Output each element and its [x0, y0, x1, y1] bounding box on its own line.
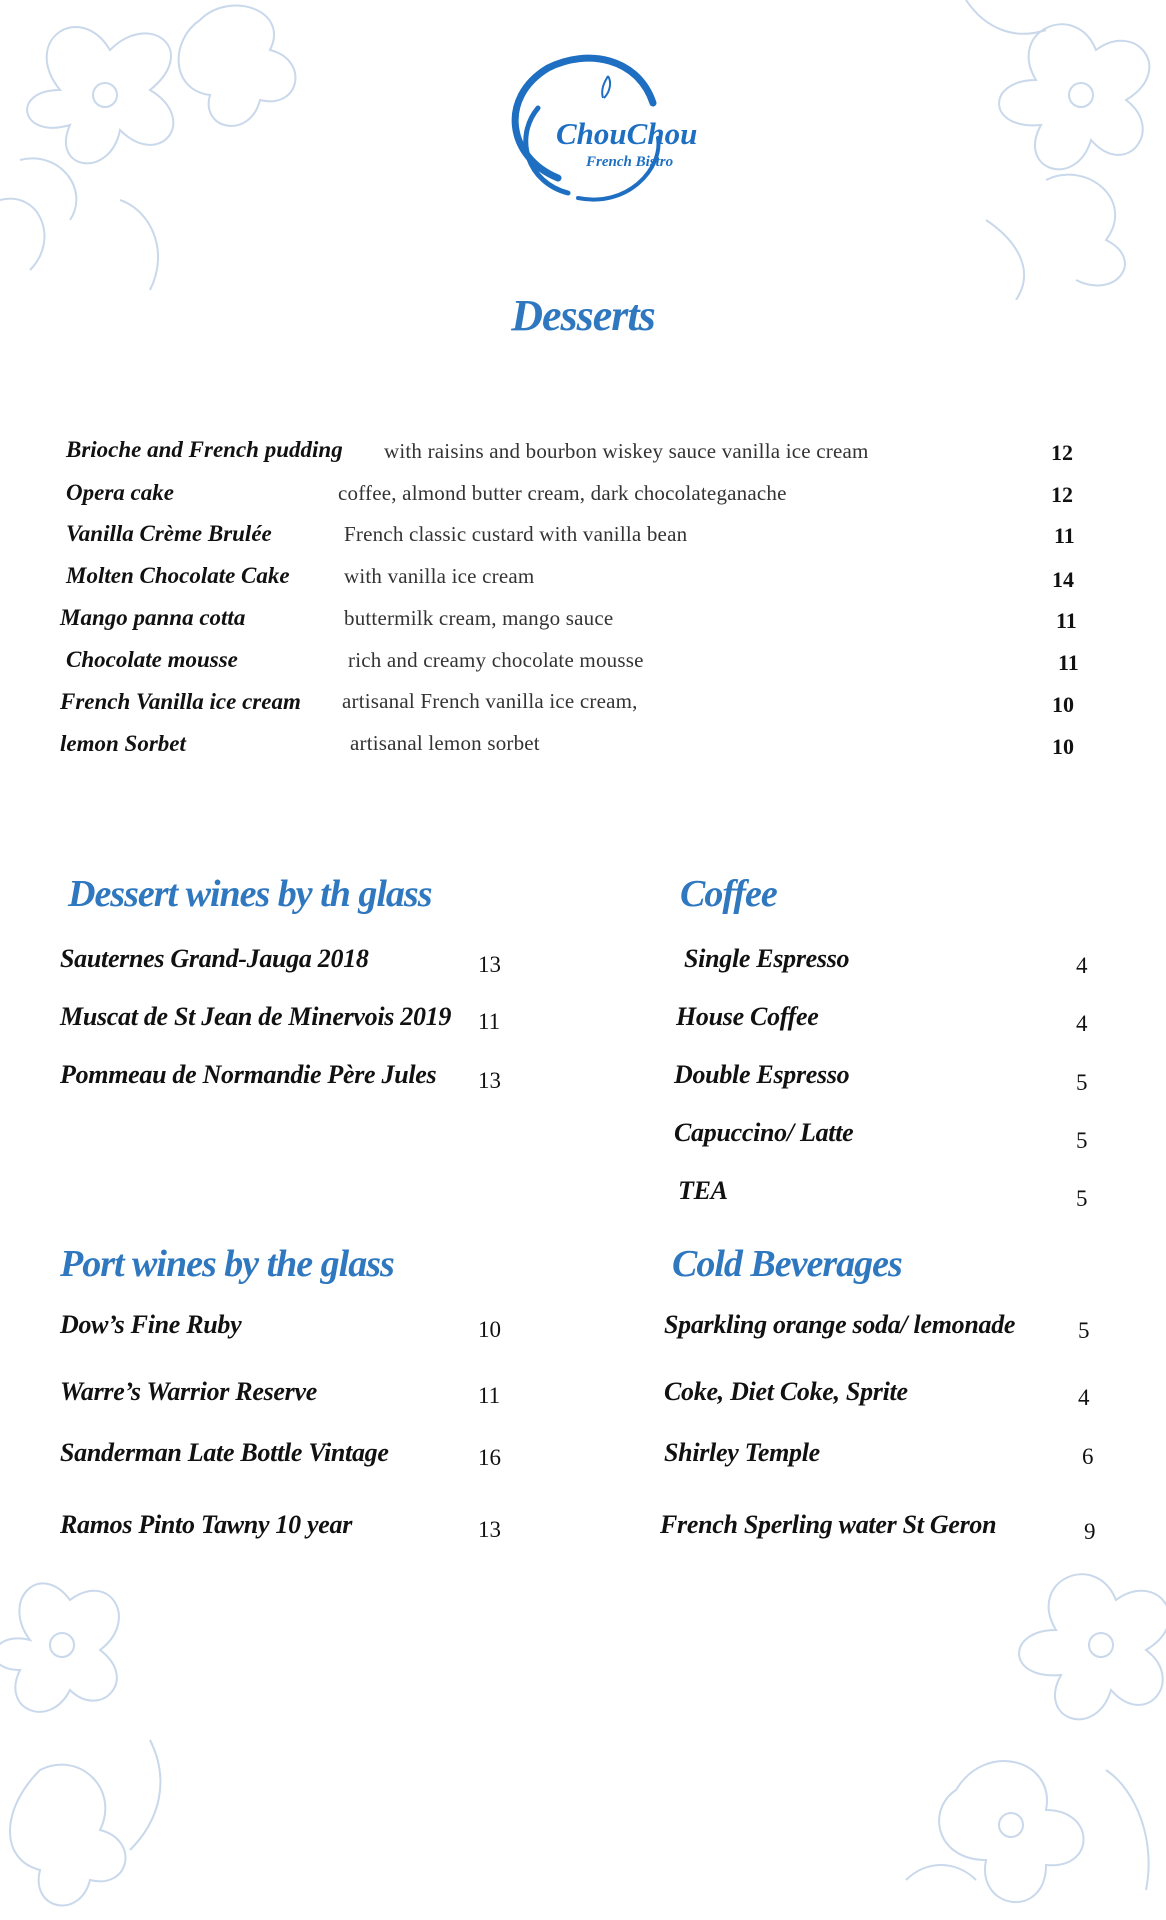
item-price: 16 — [478, 1445, 501, 1470]
dessert-name: lemon Sorbet — [60, 731, 186, 756]
item-price: 11 — [478, 1009, 501, 1034]
item-price: 13 — [478, 1517, 501, 1542]
flower-decoration-bottom-right — [866, 1520, 1166, 1920]
dessert-description: buttermilk cream, mango sauce — [344, 606, 614, 630]
dessert-description: artisanal French vanilla ice cream, — [342, 689, 638, 713]
item-name: Sanderman Late Bottle Vintage — [60, 1438, 389, 1467]
item-price: 13 — [478, 952, 501, 977]
dessert-description: artisanal lemon sorbet — [350, 731, 540, 755]
dessert-price: 11 — [1056, 608, 1077, 633]
item-name: Pommeau de Normandie Père Jules — [60, 1060, 437, 1089]
item-price: 5 — [1076, 1128, 1088, 1153]
item-name: Single Espresso — [684, 944, 850, 973]
dessert-price: 14 — [1052, 567, 1074, 592]
logo-name: ChouChou — [556, 116, 698, 151]
logo-subtitle: French Bistro — [586, 154, 674, 170]
item-price: 5 — [1078, 1318, 1090, 1343]
dessert-price: 11 — [1054, 523, 1075, 548]
item-name: Muscat de St Jean de Minervois 2019 — [60, 1002, 452, 1031]
dessert-wines-heading: Dessert wines by th glass — [68, 873, 432, 915]
dessert-description: French classic custard with vanilla bean — [344, 522, 688, 546]
dessert-description: coffee, almond butter cream, dark chocolateganache — [338, 481, 787, 505]
dessert-price: 10 — [1052, 692, 1074, 717]
item-price: 6 — [1082, 1444, 1094, 1469]
dessert-description: rich and creamy chocolate mousse — [348, 648, 644, 672]
port-wines-heading: Port wines by the glass — [60, 1243, 394, 1285]
dessert-price: 12 — [1051, 482, 1073, 507]
item-price: 4 — [1078, 1385, 1090, 1410]
item-name: Dow’s Fine Ruby — [60, 1310, 242, 1339]
item-price: 5 — [1076, 1186, 1088, 1211]
dessert-name: Opera cake — [66, 480, 174, 505]
item-price: 10 — [478, 1317, 501, 1342]
coffee-heading: Coffee — [680, 873, 777, 915]
dessert-description: with vanilla ice cream — [344, 564, 535, 588]
desserts-heading: Desserts — [511, 291, 655, 340]
item-price: 9 — [1084, 1519, 1096, 1544]
item-price: 11 — [478, 1383, 501, 1408]
dessert-price: 11 — [1058, 650, 1079, 675]
item-name: Double Espresso — [674, 1060, 850, 1089]
dessert-name: Molten Chocolate Cake — [66, 563, 290, 588]
dessert-name: Brioche and French pudding — [66, 437, 343, 462]
item-price: 4 — [1076, 1011, 1088, 1036]
item-name: TEA — [678, 1176, 728, 1205]
dessert-name: Chocolate mousse — [66, 647, 238, 672]
item-name: French Sperling water St Geron — [660, 1510, 997, 1539]
dessert-name: Mango panna cotta — [60, 605, 246, 630]
dessert-name: Vanilla Crème Brulée — [66, 521, 272, 546]
logo — [488, 48, 708, 208]
item-name: Ramos Pinto Tawny 10 year — [60, 1510, 353, 1539]
item-name: Warre’s Warrior Reserve — [60, 1377, 317, 1406]
flower-decoration-bottom-left — [0, 1500, 240, 1920]
dessert-name: French Vanilla ice cream — [60, 689, 301, 714]
item-name: Coke, Diet Coke, Sprite — [664, 1377, 908, 1406]
dessert-price: 10 — [1052, 734, 1074, 759]
dessert-description: with raisins and bourbon wiskey sauce vanilla ice cream — [384, 439, 869, 463]
item-name: Sparkling orange soda/ lemonade — [664, 1310, 1016, 1339]
cold-beverages-heading: Cold Beverages — [672, 1243, 902, 1285]
flower-decoration-top-right — [866, 0, 1166, 300]
item-name: House Coffee — [676, 1002, 819, 1031]
item-price: 5 — [1076, 1070, 1088, 1095]
item-name: Sauternes Grand-Jauga 2018 — [60, 944, 369, 973]
item-price: 4 — [1076, 953, 1088, 978]
item-name: Shirley Temple — [664, 1438, 820, 1467]
item-name: Capuccino/ Latte — [674, 1118, 854, 1147]
flower-decoration-top-left — [0, 0, 330, 300]
dessert-price: 12 — [1051, 440, 1073, 465]
item-price: 13 — [478, 1068, 501, 1093]
